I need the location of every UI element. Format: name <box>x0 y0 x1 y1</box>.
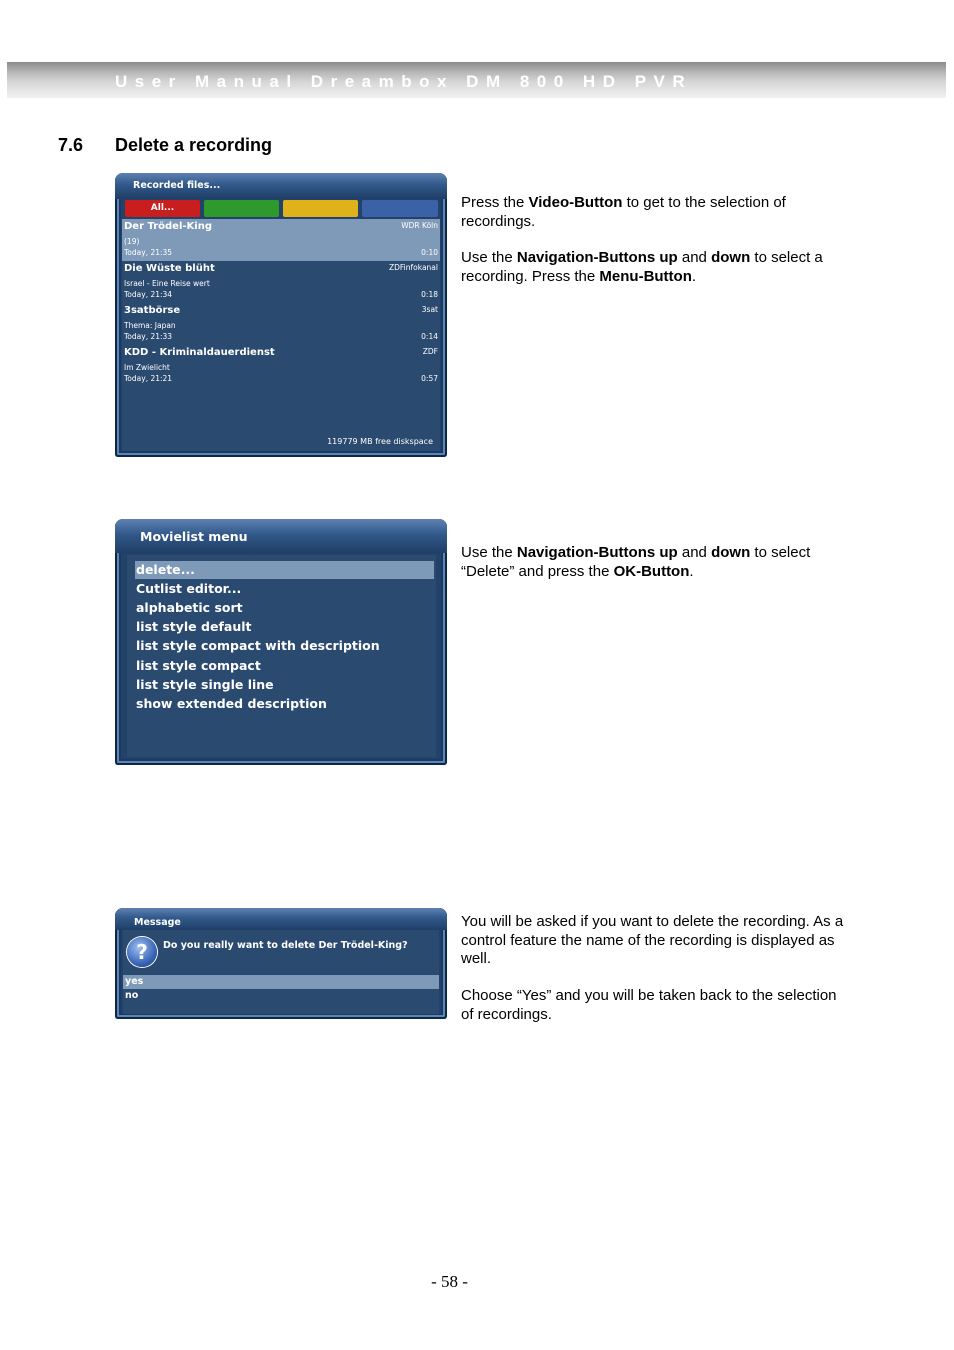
recorded-files-title: Recorded files... <box>133 180 221 191</box>
movielist-menu-screenshot <box>115 519 447 765</box>
recording-description: Im Zwielicht <box>124 363 170 372</box>
menu-item-compact-with-description[interactable] <box>135 637 434 655</box>
menu-item-label: list style default <box>136 619 252 634</box>
menu-item-alphabetic-sort[interactable] <box>135 599 434 617</box>
message-question: Do you really want to delete Der Trödel-King? <box>163 940 408 951</box>
option-yes[interactable] <box>123 975 439 989</box>
recording-name: KDD - Kriminaldauerdienst <box>124 347 275 358</box>
paragraph-select-recording: Use the Navigation-Buttons up and down to select a recording. Press the Menu-Button. <box>461 249 823 285</box>
recording-duration: 0:14 <box>421 332 438 341</box>
green-button[interactable] <box>204 200 279 217</box>
blue-button[interactable] <box>362 200 438 217</box>
menu-item-label: list style single line <box>136 677 274 692</box>
recording-channel: 3sat <box>421 305 438 314</box>
option-label: no <box>125 990 139 1001</box>
header-bar <box>7 62 946 98</box>
yellow-button[interactable] <box>283 200 358 217</box>
menu-item-single-line[interactable] <box>135 676 434 694</box>
menu-item-label: show extended description <box>136 696 327 711</box>
option-label: yes <box>125 976 144 987</box>
recording-channel: ZDFinfokanal <box>389 263 438 272</box>
paragraph-choose-yes: Choose “Yes” and you will be taken back to the selection of recordings. <box>461 987 837 1023</box>
question-icon: ? <box>127 937 157 967</box>
recording-row[interactable] <box>122 303 440 345</box>
recording-row[interactable] <box>122 261 440 303</box>
menu-item-label: list style compact with description <box>136 638 380 653</box>
recording-duration: 0:10 <box>421 248 438 257</box>
message-dialog-screenshot <box>115 908 447 1019</box>
free-diskspace: 119779 MB free diskspace <box>327 437 433 446</box>
menu-item-delete[interactable] <box>135 561 434 579</box>
recording-name: Der Trödel-King <box>124 221 212 232</box>
paragraph-select-delete: Use the Navigation-Buttons up and down to select “Delete” and press the OK-Button. <box>461 544 811 580</box>
recording-description: (19) <box>124 237 140 246</box>
paragraph-confirm-question: You will be asked if you want to delete the recording. As a control feature the name of the recording is displayed as well. <box>461 913 844 967</box>
header-title: User Manual Dreambox DM 800 HD PVR <box>115 72 693 91</box>
recorded-files-screenshot <box>115 173 447 457</box>
red-button-label: All... <box>150 203 175 213</box>
recording-row[interactable] <box>122 345 440 387</box>
menu-item-label: delete... <box>136 562 195 577</box>
recording-date: Today, 21:33 <box>124 332 173 341</box>
menu-item-extended-description[interactable] <box>135 695 434 713</box>
menu-item-label: alphabetic sort <box>136 600 243 615</box>
red-button[interactable] <box>125 200 200 217</box>
menu-item-compact[interactable] <box>135 657 434 675</box>
movielist-title: Movielist menu <box>140 529 248 544</box>
recording-date: Today, 21:35 <box>124 248 173 257</box>
recording-description: Thema: Japan <box>124 321 176 330</box>
recording-duration: 0:57 <box>421 374 438 383</box>
paragraph-video-button: Press the Video-Button to get to the selection of recordings. <box>461 194 786 230</box>
menu-item-label: Cutlist editor... <box>136 581 242 596</box>
option-no[interactable] <box>123 989 439 1003</box>
recording-name: 3satbörse <box>124 305 181 316</box>
recording-channel: ZDF <box>422 347 438 356</box>
recording-name: Die Wüste blüht <box>124 263 215 274</box>
recording-channel: WDR Köln <box>401 221 438 230</box>
section-number: 7.6 <box>58 135 84 155</box>
menu-item-list-style-default[interactable] <box>135 618 434 636</box>
message-title: Message <box>134 917 181 928</box>
page-number: - 58 - <box>431 1272 468 1291</box>
recording-date: Today, 21:21 <box>124 374 173 383</box>
recording-date: Today, 21:34 <box>124 290 173 299</box>
menu-item-cutlist-editor[interactable] <box>135 580 434 598</box>
menu-item-label: list style compact <box>136 658 261 673</box>
recording-description: Israel - Eine Reise wert <box>124 279 210 288</box>
recording-row[interactable] <box>122 219 440 261</box>
section-title: Delete a recording <box>115 135 273 155</box>
recording-duration: 0:18 <box>421 290 438 299</box>
